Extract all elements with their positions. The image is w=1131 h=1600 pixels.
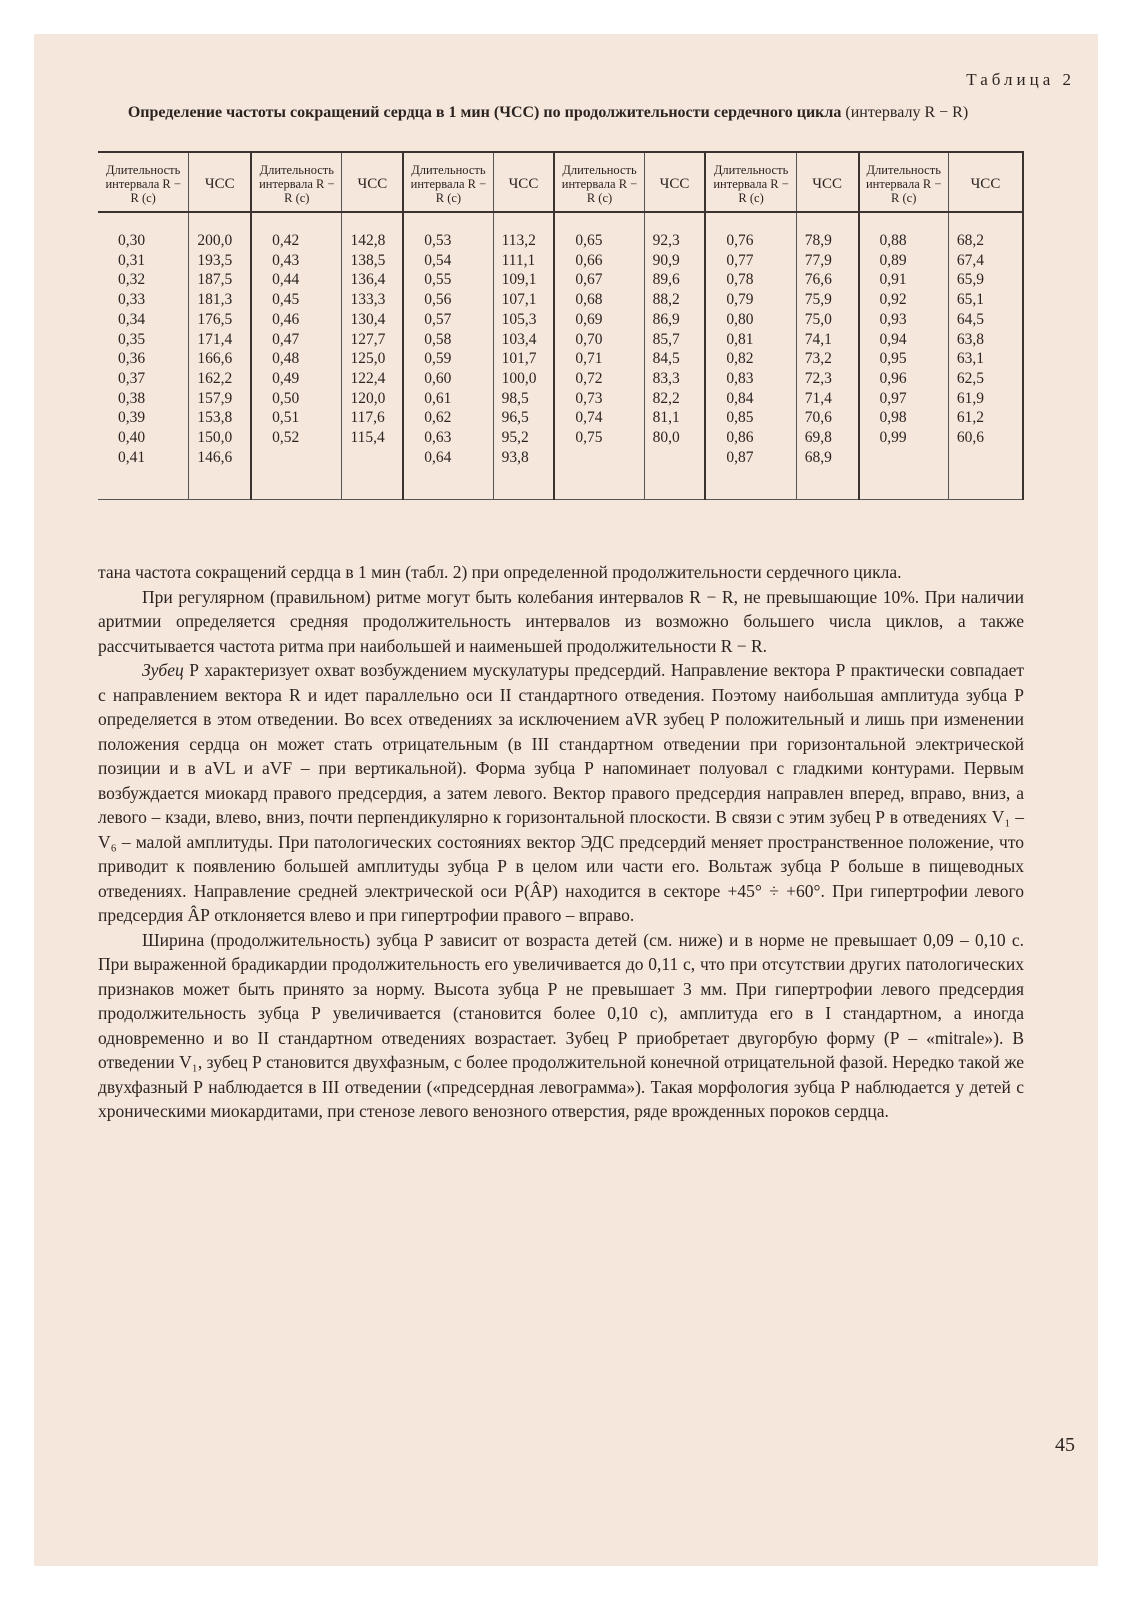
header-heart-rate: ЧСС <box>948 152 1023 212</box>
duration-cell: 0,35 <box>118 330 146 348</box>
heart-rate-cell: 171,4 <box>197 330 233 348</box>
heart-rate-cell: 61,9 <box>956 389 985 407</box>
duration-cell: 0,58 <box>424 330 452 348</box>
duration-cell: 0,47 <box>272 330 300 348</box>
duration-cell: 0,37 <box>118 369 146 387</box>
duration-cell: 0,73 <box>575 389 603 407</box>
heart-rate-cell: 100,0 <box>501 369 537 387</box>
duration-cell: 0,92 <box>879 291 907 309</box>
duration-cell: 0,79 <box>726 291 754 309</box>
heart-rate-cell: 193,5 <box>197 251 233 269</box>
duration-cell: 0,42 <box>272 232 300 249</box>
heart-rate-cell: 136,4 <box>350 271 386 289</box>
duration-cell: 0,59 <box>424 350 452 368</box>
heart-rate-cell: 73,2 <box>804 350 832 368</box>
duration-cell: 0,40 <box>118 429 146 447</box>
paragraph-p-wave-text: Р характеризует охват возбуждением мускулатуры предсердий. Направление вектора Р практически совпадает с направлением вектора R и идет параллельно оси II стандартного отведения. Поэтому наибольшая амплитуда зубца Р определяется в этом отведении. Во всех отведениях за исключением aVR зубец Р положительный и лишь при изменении положения сердца он может стать отрицательным (в III стандартном отведении при горизонтальной электрической позиции и в aVL и aVF – при вертикальной). Форма зубца Р напоминает полуовал с гладкими контурами. Первым возбуждается миокард правого предсердия, а затем левого. Вектор правого предсердия направлен вперед, вправо, вниз, а левого – кзади, влево, вниз, почти перпендикулярно к горизонтальной плоскости. В связи с этим зубец Р в отведениях V₁ – V₆ – малой амплитуды. При патологических состояниях вектор ЭДС предсердий меняет пространственное положение, что приводит к появлению большей амплитуды зубца Р в целом или части его. Вольтаж зубца Р больше в пищеводных отведениях. Направление средней электрической оси Р(ÂР) находится в секторе +45° ÷ +60°. При гипертрофии левого предсердия ÂР отклоняется влево и при гипертрофии правого – вправо. <box>98 660 1024 925</box>
heart-rate-cell: 72,3 <box>804 369 832 387</box>
duration-cell: 0,30 <box>118 232 146 249</box>
heart-rate-cell: 93,8 <box>501 448 529 466</box>
header-heart-rate: ЧСС <box>189 152 251 212</box>
duration-cell: 0,95 <box>879 350 907 368</box>
heart-rate-cell: 200,0 <box>197 232 233 249</box>
duration-cell: 0,36 <box>118 350 146 368</box>
duration-cell: 0,67 <box>575 271 603 289</box>
heart-rate-cell: 111,1 <box>501 251 536 269</box>
heart-rate-cell: 127,7 <box>350 330 386 348</box>
heart-rate-cell: 67,4 <box>956 251 985 269</box>
heart-rate-cell: 138,5 <box>350 251 386 269</box>
heart-rate-cell: 166,6 <box>197 350 233 368</box>
duration-cell: 0,49 <box>272 369 300 387</box>
duration-cell: 0,88 <box>879 232 907 249</box>
paragraph-p-width: Ширина (продолжительность) зубца Р зависит от возраста детей (см. ниже) и в норме не превышает 0,09 – 0,10 с. При выраженной брадикардии продолжительность его увеличивается до 0,11 с, что при отсутствии других патологических признаков может быть принято за норму. Высота зубца Р не превышает 3 мм. При гипертрофии левого предсердия продолжительность зубца Р увеличивается (становится более 0,10 с), амплитуда его в I стандартном, а иногда одновременно и во II стандартном отведениях возрастает. Зубец Р приобретает двугорбую форму (Р – «mitrale»). В отведении V₁, зубец Р становится двухфазным, с более продолжительной конечной отрицательной фазой. Нередко такой же двухфазный Р наблюдается в III отведении («предсердная левограмма»). Такая морфология зубца Р наблюдается у детей с хроническими миокардитами, при стенозе левого венозного отверстия, ряде врожденных пороков сердца. <box>98 929 1024 1121</box>
heart-rate-cell: 68,9 <box>804 448 832 466</box>
duration-cell: 0,65 <box>575 232 603 249</box>
header-duration: Длительность интервала R − R (с) <box>705 152 796 212</box>
caption-tail: (интервалу R − R) <box>845 104 969 121</box>
heart-rate-cell: 142,8 <box>350 232 386 249</box>
heart-rate-cell: 84,5 <box>652 350 680 368</box>
heart-rate-cell: 176,5 <box>197 310 233 328</box>
heart-rate-cell: 69,8 <box>804 429 832 447</box>
heart-rate-cell: 92,3 <box>652 232 680 249</box>
heart-rate-cell: 122,4 <box>350 369 386 387</box>
duration-cell: 0,80 <box>726 310 754 328</box>
duration-cell: 0,71 <box>575 350 603 368</box>
heart-rate-cell: 68,2 <box>956 232 985 249</box>
duration-cell: 0,83 <box>726 369 754 387</box>
heart-rate-cell: 150,0 <box>197 429 233 447</box>
heart-rate-cell: 95,2 <box>501 429 529 447</box>
duration-cell: 0,87 <box>726 448 754 466</box>
duration-cell: 0,70 <box>575 330 603 348</box>
heart-rate-cell: 76,6 <box>804 271 832 289</box>
heart-rate-cell: 80,0 <box>652 429 680 447</box>
heart-rate-cell: 82,2 <box>652 389 680 407</box>
paragraph-rhythm: При регулярном (правильном) ритме могут быть колебания интервалов R − R, не превышающие 10%. При наличии аритмии определяется средняя продолжительность интервалов из возможно большего числа циклов, а также рассчитывается частота ритма при наибольшей и наименьшей продолжительности R − R. <box>98 586 1024 656</box>
duration-cell: 0,62 <box>424 409 452 427</box>
heart-rate-cell: 109,1 <box>501 271 537 289</box>
duration-cell: 0,99 <box>879 429 907 447</box>
duration-cell: 0,57 <box>424 310 452 328</box>
heart-rate-cell: 98,5 <box>501 389 529 407</box>
duration-cell: 0,63 <box>424 429 452 447</box>
heart-rate-column <box>796 212 858 500</box>
duration-cell: 0,60 <box>424 369 452 387</box>
duration-cell: 0,69 <box>575 310 603 328</box>
header-duration: Длительность интервала R − R (с) <box>251 152 342 212</box>
duration-cell: 0,34 <box>118 310 146 328</box>
heart-rate-cell: 113,2 <box>501 232 536 249</box>
page-number: 45 <box>1055 1434 1075 1456</box>
heart-rate-cell: 83,3 <box>652 369 680 387</box>
duration-cell: 0,72 <box>575 369 603 387</box>
duration-cell: 0,56 <box>424 291 452 309</box>
duration-cell: 0,68 <box>575 291 603 309</box>
heart-rate-cell: 71,4 <box>804 389 832 407</box>
duration-cell: 0,98 <box>879 409 907 427</box>
heart-rate-cell: 117,6 <box>350 409 385 427</box>
duration-cell: 0,44 <box>272 271 300 289</box>
duration-cell: 0,46 <box>272 310 300 328</box>
heart-rate-cell: 74,1 <box>804 330 832 348</box>
duration-cell: 0,32 <box>118 271 146 289</box>
duration-column <box>705 212 796 500</box>
duration-column <box>859 212 949 500</box>
heart-rate-cell: 125,0 <box>350 350 386 368</box>
heart-rate-cell: 75,9 <box>804 291 832 309</box>
paragraph-p-wave: Зубец Р характеризует охват возбуждением мускулатуры предсердий. Направление вектора Р практически совпадает с направлением вектора R и идет параллельно оси II стандартного отведения. Поэтому наибольшая амплитуда зубца Р определяется в этом отведении. Во всех отведениях за исключением aVR зубец Р положительный и лишь при изменении положения сердца он может стать отрицательным (в III стандартном отведении при горизонтальной электрической позиции и в aVL и aVF – при вертикальной). Форма зубца Р напоминает полуовал с гладкими контурами. Первым возбуждается миокард правого предсердия, а затем левого. Вектор правого предсердия направлен вперед, вправо, вниз, а левого – кзади, влево, вниз, почти перпендикулярно к горизонтальной плоскости. В связи с этим зубец Р в отведениях V₁ – V₆ – малой амплитуды. При патологических состояниях вектор ЭДС предсердий меняет пространственное положение, что приводит к появлению большей амплитуды зубца Р в целом или части его. Вольтаж зубца Р больше в пищеводных отведениях. Направление средней электрической оси Р(ÂР) находится в секторе +45° ÷ +60°. При гипертрофии левого предсердия ÂР отклоняется влево и при гипертрофии правого – вправо. <box>98 660 1024 925</box>
duration-cell: 0,66 <box>575 251 603 269</box>
heart-rate-cell: 90,9 <box>652 251 680 269</box>
body-text <box>98 560 1024 1124</box>
heart-rate-cell: 157,9 <box>197 389 233 407</box>
heart-rate-cell: 105,3 <box>501 310 537 328</box>
header-duration: Длительность интервала R − R (с) <box>859 152 949 212</box>
duration-cell: 0,39 <box>118 409 146 427</box>
header-heart-rate: ЧСС <box>796 152 858 212</box>
heart-rate-cell: 88,2 <box>652 291 680 309</box>
heart-rate-column <box>493 212 554 500</box>
duration-cell: 0,93 <box>879 310 907 328</box>
header-duration: Длительность интервала R − R (с) <box>554 152 644 212</box>
heart-rate-cell: 89,6 <box>652 271 680 289</box>
duration-cell: 0,50 <box>272 389 300 407</box>
heart-rate-cell: 101,7 <box>501 350 537 368</box>
duration-cell: 0,48 <box>272 350 300 368</box>
heart-rate-column <box>189 212 251 500</box>
heart-rate-cell: 86,9 <box>652 310 680 328</box>
heart-rate-cell: 187,5 <box>197 271 233 289</box>
duration-cell: 0,85 <box>726 409 754 427</box>
duration-cell: 0,84 <box>726 389 754 407</box>
duration-cell: 0,45 <box>272 291 300 309</box>
duration-cell: 0,94 <box>879 330 907 348</box>
header-heart-rate: ЧСС <box>493 152 554 212</box>
duration-cell: 0,77 <box>726 251 754 269</box>
heart-rate-cell: 62,5 <box>956 369 985 387</box>
header-duration: Длительность интервала R − R (с) <box>98 152 189 212</box>
duration-cell: 0,86 <box>726 429 754 447</box>
duration-cell: 0,96 <box>879 369 907 387</box>
heart-rate-cell: 133,3 <box>350 291 386 309</box>
duration-column <box>251 212 342 500</box>
duration-cell: 0,61 <box>424 389 452 407</box>
duration-cell: 0,89 <box>879 251 907 269</box>
heart-rate-cell: 65,1 <box>956 291 985 309</box>
duration-cell: 0,81 <box>726 330 754 348</box>
heart-rate-cell: 81,1 <box>652 409 680 427</box>
duration-cell: 0,78 <box>726 271 754 289</box>
paragraph-continuation: тана частота сокращений сердца в 1 мин (табл. 2) при определенной продолжительности сердечного цикла. <box>98 562 902 582</box>
duration-cell: 0,41 <box>118 448 146 466</box>
heart-rate-cell: 78,9 <box>804 232 832 249</box>
heart-rate-column <box>948 212 1023 500</box>
heart-rate-column <box>644 212 705 500</box>
duration-cell: 0,97 <box>879 389 907 407</box>
heart-rate-cell: 162,2 <box>197 369 233 387</box>
heart-rate-cell: 61,2 <box>956 409 985 427</box>
duration-column <box>403 212 493 500</box>
heart-rate-cell: 77,9 <box>804 251 832 269</box>
duration-column <box>98 212 189 500</box>
header-heart-rate: ЧСС <box>342 152 403 212</box>
heart-rate-cell: 63,8 <box>956 330 985 348</box>
duration-cell: 0,52 <box>272 429 300 447</box>
heart-rate-cell: 63,1 <box>956 350 985 368</box>
heart-rate-cell: 85,7 <box>652 330 680 348</box>
heart-rate-cell: 115,4 <box>350 429 385 447</box>
heart-rate-cell: 130,4 <box>350 310 386 328</box>
duration-cell: 0,75 <box>575 429 603 447</box>
table-caption <box>98 102 998 123</box>
header-duration: Длительность интервала R − R (с) <box>403 152 493 212</box>
heart-rate-cell: 70,6 <box>804 409 832 427</box>
header-heart-rate: ЧСС <box>644 152 705 212</box>
heart-rate-cell: 65,9 <box>956 271 985 289</box>
duration-cell: 0,55 <box>424 271 452 289</box>
duration-cell: 0,54 <box>424 251 452 269</box>
heart-rate-cell: 181,3 <box>197 291 233 309</box>
heart-rate-cell: 107,1 <box>501 291 537 309</box>
duration-cell: 0,91 <box>879 271 907 289</box>
heart-rate-cell: 146,6 <box>197 448 233 466</box>
duration-cell: 0,53 <box>424 232 452 249</box>
duration-cell: 0,74 <box>575 409 603 427</box>
duration-cell: 0,31 <box>118 251 146 269</box>
heart-rate-cell: 153,8 <box>197 409 233 427</box>
heart-rate-cell: 96,5 <box>501 409 529 427</box>
heart-rate-cell: 103,4 <box>501 330 537 348</box>
table-label: Таблица 2 <box>966 70 1075 89</box>
duration-column <box>554 212 644 500</box>
heart-rate-cell: 120,0 <box>350 389 386 407</box>
duration-cell: 0,51 <box>272 409 300 427</box>
heart-rate-cell: 60,6 <box>956 429 985 447</box>
duration-cell: 0,38 <box>118 389 146 407</box>
duration-cell: 0,43 <box>272 251 300 269</box>
heart-rate-column <box>342 212 403 500</box>
duration-cell: 0,76 <box>726 232 754 249</box>
heart-rate-cell: 75,0 <box>804 310 832 328</box>
heart-rate-cell: 64,5 <box>956 310 985 328</box>
caption-main: Определение частоты сокращений сердца в 1 мин (ЧСС) по продолжительности сердечного цикла <box>127 104 842 121</box>
duration-cell: 0,64 <box>424 448 452 466</box>
duration-cell: 0,82 <box>726 350 754 368</box>
heart-rate-table <box>98 151 1024 500</box>
duration-cell: 0,33 <box>118 291 146 309</box>
